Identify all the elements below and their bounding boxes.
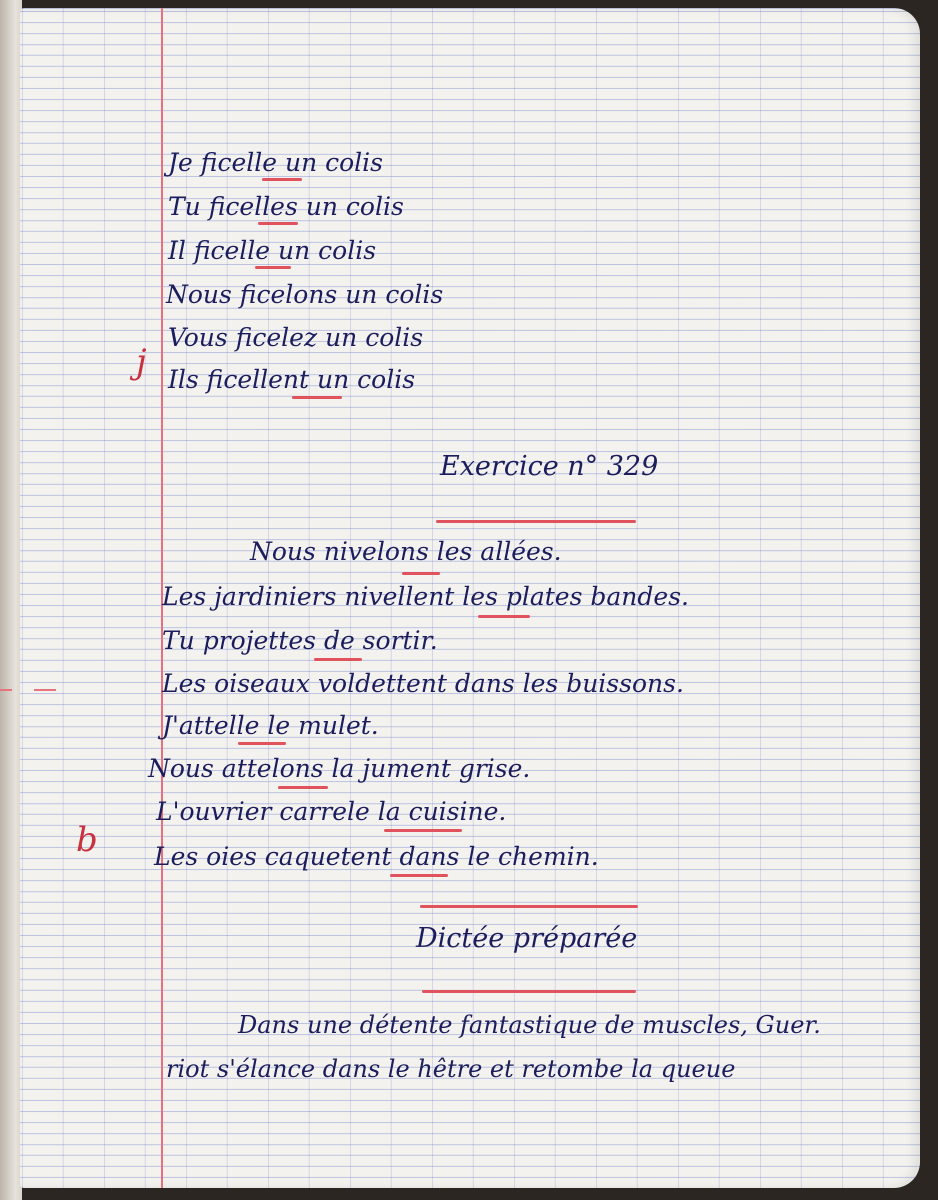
conjugation-line: Tu ficelles un colis	[168, 192, 404, 221]
correction-underline	[262, 178, 302, 181]
conjugation-line: Vous ficelez un colis	[168, 323, 424, 352]
exercise-sentence: Les oies caquetent dans le chemin.	[154, 842, 599, 871]
margin-correction-mark: b	[76, 820, 98, 860]
conjugation-line: Il ficelle un colis	[168, 236, 377, 265]
exercise-sentence: Les jardiniers nivellent les plates bandes.	[162, 582, 689, 611]
exercise-sentence: Nous attelons la jument grise.	[148, 754, 531, 783]
correction-underline	[384, 829, 462, 832]
correction-underline	[278, 786, 328, 789]
title-underline	[422, 990, 636, 993]
correction-underline	[255, 266, 291, 269]
title-underline	[420, 905, 638, 908]
exercise-sentence: Tu projettes de sortir.	[162, 626, 438, 655]
correction-underline	[238, 742, 286, 745]
exercise-sentence: Nous nivelons les allées.	[250, 537, 562, 566]
margin-tick	[0, 689, 12, 691]
dictation-title: Dictée préparée	[416, 923, 638, 954]
title-underline	[436, 520, 636, 523]
correction-underline	[390, 874, 448, 877]
correction-underline	[314, 658, 362, 661]
exercise-sentence: Les oiseaux voldettent dans les buissons.	[162, 669, 684, 698]
exercise-sentence: J'attelle le mulet.	[162, 711, 379, 740]
conjugation-line: Je ficelle un colis	[168, 148, 383, 177]
dictation-line: Dans une détente fantastique de muscles, Guer.	[238, 1011, 821, 1039]
conjugation-line: Ils ficellent un colis	[168, 365, 416, 394]
notebook-binding-edge	[0, 0, 22, 1200]
exercise-sentence: L'ouvrier carrele la cuisine.	[156, 797, 507, 826]
dictation-line: riot s'élance dans le hêtre et retombe la queue	[166, 1055, 736, 1083]
conjugation-line: Nous ficelons un colis	[166, 280, 444, 309]
correction-underline	[478, 615, 530, 618]
correction-underline	[258, 222, 298, 225]
correction-underline	[402, 572, 440, 575]
margin-correction-mark: j	[136, 342, 147, 382]
margin-tick	[34, 689, 56, 691]
exercise-title: Exercice n° 329	[440, 451, 659, 482]
correction-underline	[292, 396, 342, 399]
